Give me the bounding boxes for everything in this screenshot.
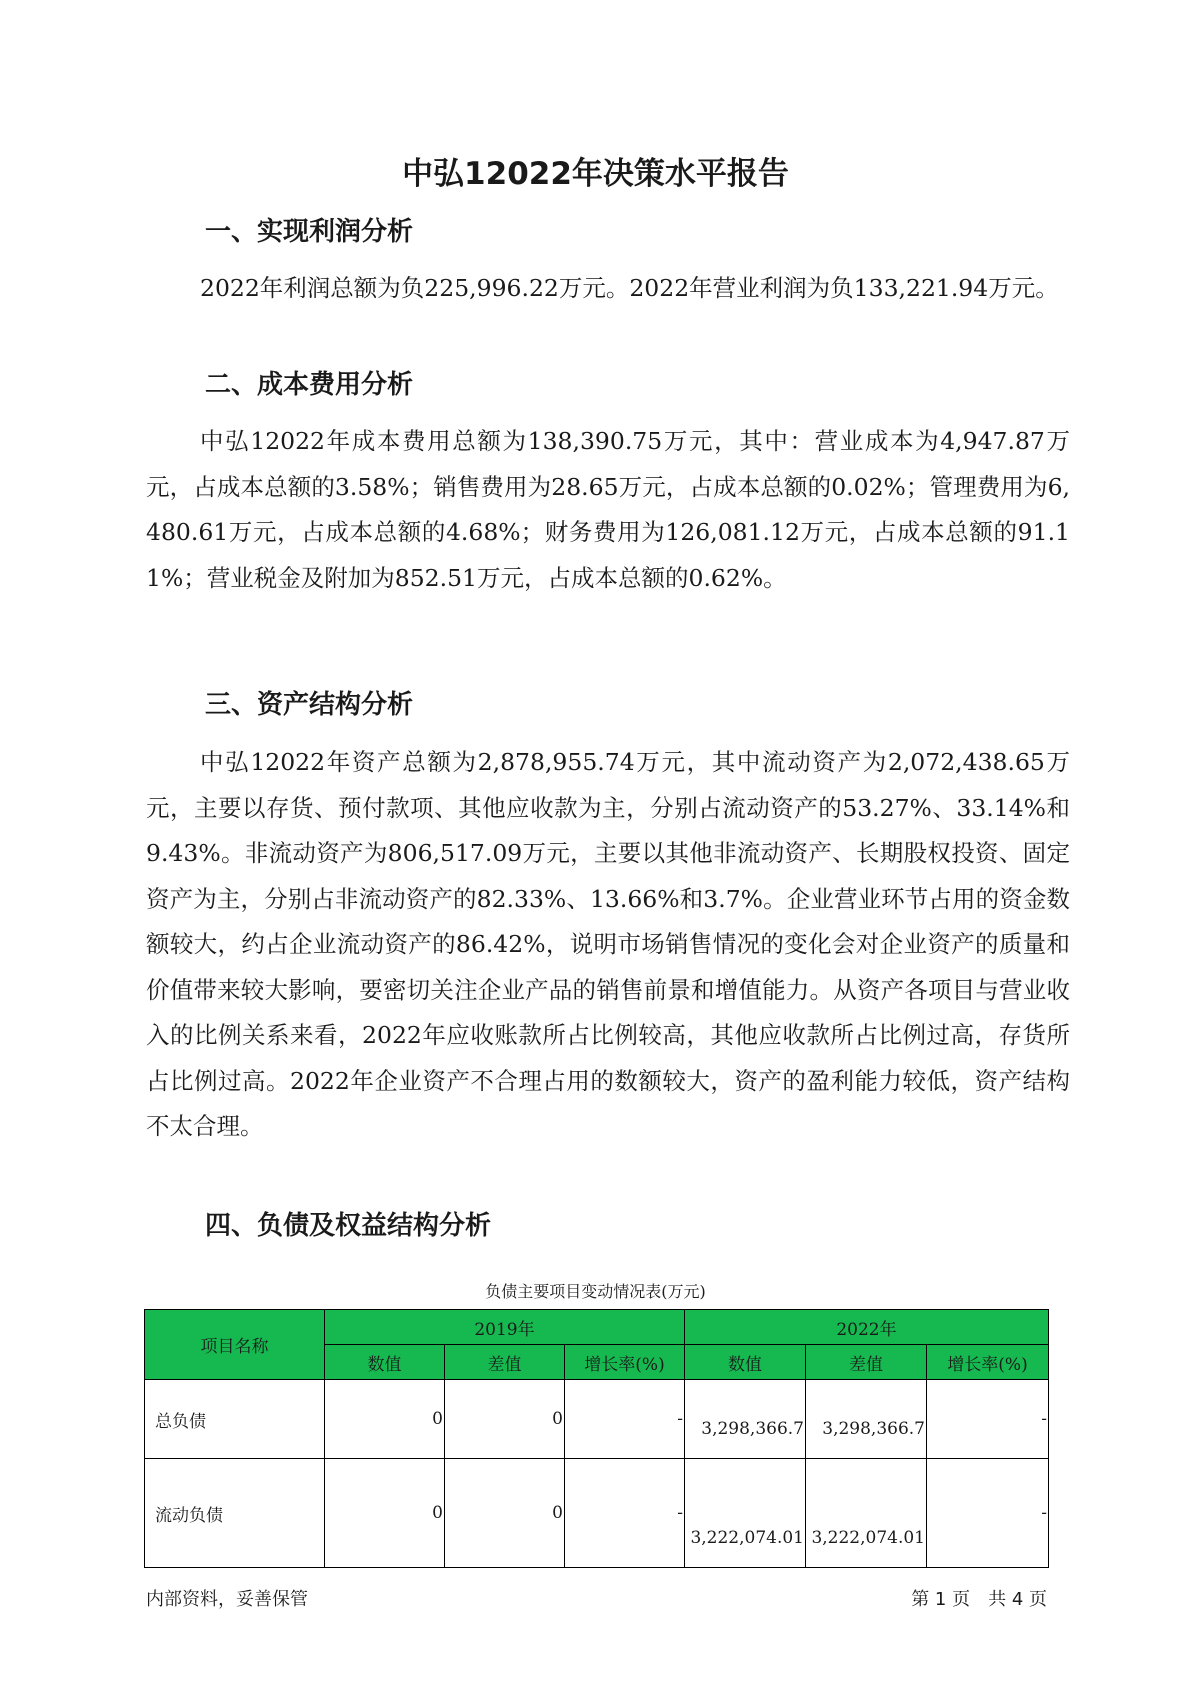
paragraph-cost: 中弘12022年成本费用总额为138,390.75万元，其中：营业成本为4,947.87万元，占成本总额的3.58%；销售费用为28.65万元，占成本总额的0.02%；管理费用为6,480.61万元，占成本总额的4.68%；财务费用为126,081.12万元，占成本总额的91.11%；营业税金及附加为852.51万元，占成本总额的0.62%。 xyxy=(146,427,1070,592)
table-row xyxy=(145,1380,1049,1459)
row-name: 总负债 xyxy=(145,1380,325,1459)
header-year-2019: 2019年 xyxy=(325,1310,685,1345)
header-2022-growth: 增长率(%) xyxy=(927,1345,1049,1380)
paragraph-profit: 2022年利润总额为负225,996.22万元。2022年营业利润为负133,221.94万元。 xyxy=(200,274,1059,302)
liabilities-table xyxy=(144,1309,1049,1568)
row-name: 流动负债 xyxy=(145,1459,325,1568)
cell-2019-growth: - xyxy=(565,1459,685,1568)
page-title: 中弘12022年决策水平报告 xyxy=(402,156,789,192)
header-2019-value: 数值 xyxy=(325,1345,445,1380)
header-2022-diff: 差值 xyxy=(806,1345,927,1380)
cell-2019-diff: 0 xyxy=(445,1380,565,1459)
footer-page-number: 第 1 页 共 4 页 xyxy=(911,1589,1047,1610)
header-item-name: 项目名称 xyxy=(145,1310,325,1380)
cell-2022-growth: - xyxy=(927,1459,1049,1568)
header-2019-diff: 差值 xyxy=(445,1345,565,1380)
section-heading-assets: 三、资产结构分析 xyxy=(205,690,414,720)
footer-confidential-note: 内部资料，妥善保管 xyxy=(146,1589,308,1610)
cell-2022-value: 3,222,074.01 xyxy=(685,1459,806,1568)
table-caption: 负债主要项目变动情况表(万元) xyxy=(485,1282,706,1301)
header-2022-value: 数值 xyxy=(685,1345,806,1380)
cell-2022-diff: 3,298,366.7 xyxy=(806,1380,927,1459)
cell-2022-growth: - xyxy=(927,1380,1049,1459)
cell-2019-value: 0 xyxy=(325,1459,445,1568)
header-2019-growth: 增长率(%) xyxy=(565,1345,685,1380)
cell-2019-growth: - xyxy=(565,1380,685,1459)
cell-2022-value: 3,298,366.7 xyxy=(685,1380,806,1459)
cell-2019-value: 0 xyxy=(325,1380,445,1459)
paragraph-assets: 中弘12022年资产总额为2,878,955.74万元，其中流动资产为2,072,438.65万元，主要以存货、预付款项、其他应收款为主，分别占流动资产的53.27%、33.14%和9.43%。非流动资产为806,517.09万元，主要以其他非流动资产、长期股权投资、固定资产为主，分别占非流动资产的82.33%、13.66%和3.7%。企业营业环节占用的资金数额较大，约占企业流动资产的86.42%，说明市场销售情况的变化会对企业资产的质量和价值带来较大影响，要密切关注企业产品的销售前景和增值能力。从资产各项目与营业收入的比例关系来看，2022年应收账款所占比例较高，其他应收款所占比例过高，存货所占比例过高。2022年企业资产不合理占用的数额较大，资产的盈利能力较低，资产结构不太合理。 xyxy=(146,748,1070,1140)
cell-2022-diff: 3,222,074.01 xyxy=(806,1459,927,1568)
section-heading-liabilities: 四、负债及权益结构分析 xyxy=(205,1211,492,1241)
cell-2019-diff: 0 xyxy=(445,1459,565,1568)
section-heading-cost: 二、成本费用分析 xyxy=(205,370,414,400)
header-year-2022: 2022年 xyxy=(685,1310,1049,1345)
section-heading-profit: 一、实现利润分析 xyxy=(205,217,414,247)
table-row xyxy=(145,1459,1049,1568)
